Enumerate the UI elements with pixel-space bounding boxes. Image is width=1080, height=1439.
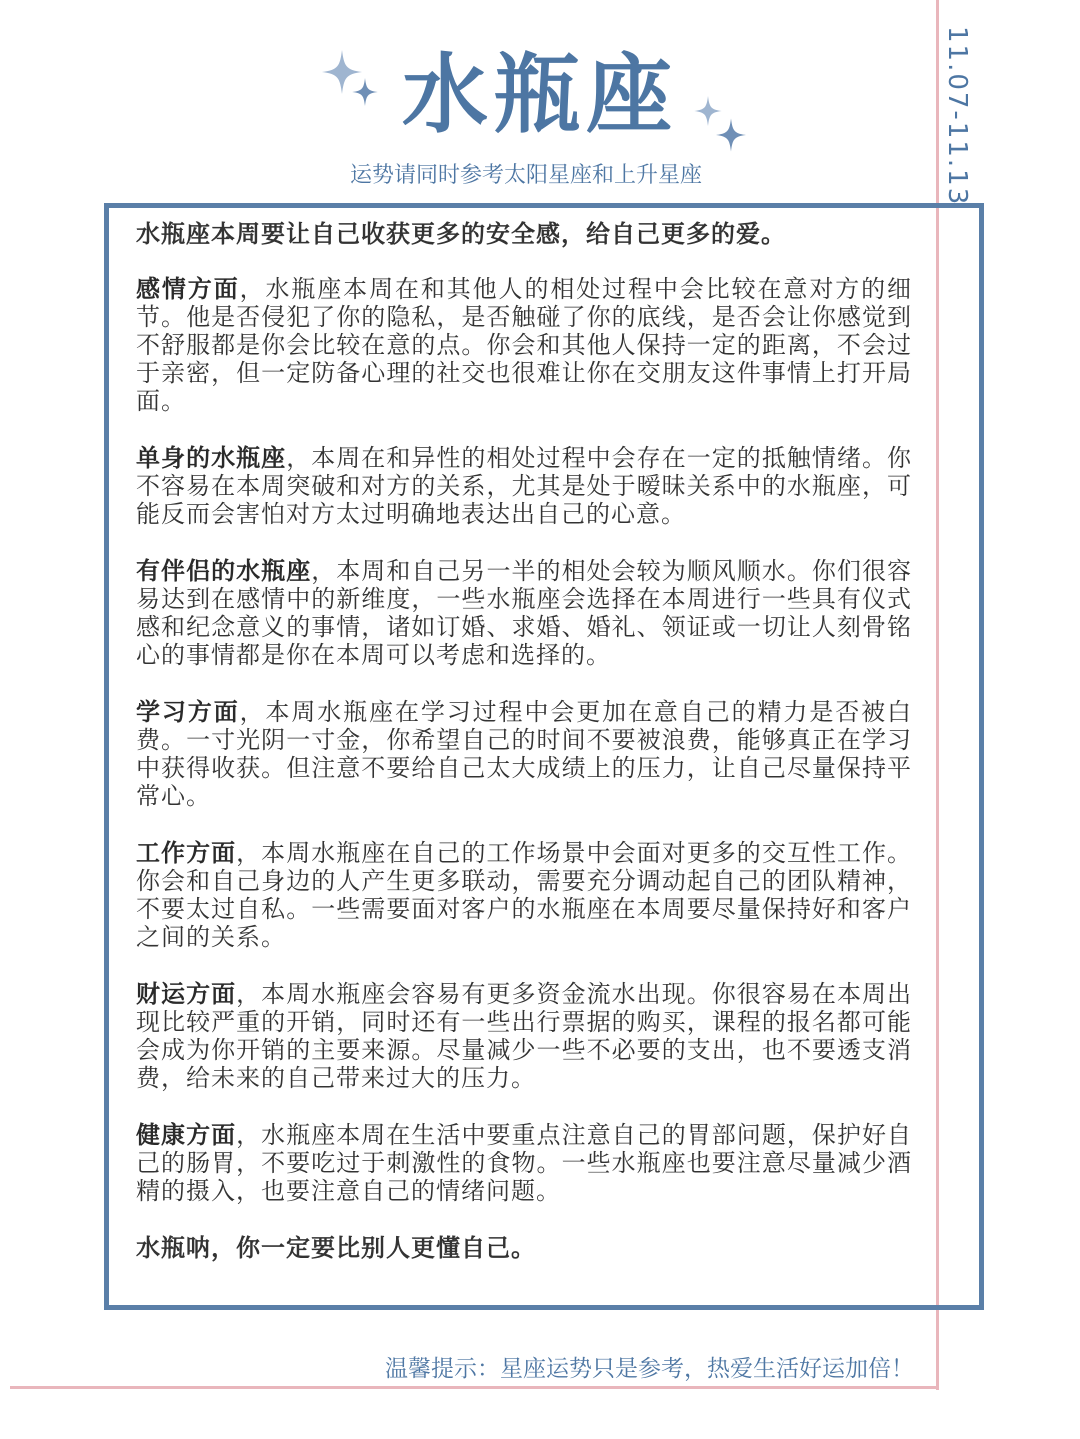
section-label: 工作方面 (136, 839, 237, 867)
footer-tip: 温馨提示：星座运势只是参考，热爱生活好运加倍！ (385, 1356, 914, 1382)
section-label: 学习方面 (136, 698, 240, 726)
section-label: 单身的水瓶座 (136, 444, 287, 472)
section-single (136, 444, 912, 528)
section-health (136, 1121, 912, 1205)
section-text: ，本周水瓶座在自己的工作场景中会面对更多的交互性工作。你会和自己身边的人产生更多联动，需要充分调动起自己的团队精神，不要太过自私。一些需要面对客户的水瓶座在本周要尽量保持好和客户之间的关系。 (136, 839, 913, 951)
section-work (136, 839, 912, 951)
section-wealth (136, 980, 912, 1092)
section-text: ，本周在和异性的相处过程中会存在一定的抵触情绪。你不容易在本周突破和对方的关系，尤其是处于暧昧关系中的水瓶座，可能反而会害怕对方太过明确地表达出自己的心意。 (136, 444, 913, 528)
section-text: ，本周和自己另一半的相处会较为顺风顺水。你们很容易达到在感情中的新维度，一些水瓶座会选择在本周进行一些具有仪式感和纪念意义的事情，诸如订婚、求婚、婚礼、领证或一切让人刻骨铭心的事情都是你在本周可以考虑和选择的。 (136, 557, 912, 669)
section-label: 财运方面 (136, 980, 237, 1008)
page-title: 水瓶座 (402, 45, 678, 145)
section-label: 有伴侣的水瓶座 (136, 557, 312, 585)
section-label: 感情方面 (136, 275, 240, 303)
headline: 水瓶座本周要让自己收获更多的安全感，给自己更多的爱。 (136, 220, 786, 248)
section-text: ，水瓶座本周在和其他人的相处过程中会比较在意对方的细节。他是否侵犯了你的隐私，是否触碰了你的底线，是否会让你感觉到不舒服都是你会比较在意的点。你会和其他人保持一定的距离，不会过于亲密，但一定防备心理的社交也很难让你在交朋友这件事情上打开局面。 (136, 275, 913, 415)
section-label: 健康方面 (136, 1121, 237, 1149)
closing-line: 水瓶呐，你一定要比别人更懂自己。 (136, 1234, 536, 1262)
section-partnered (136, 557, 912, 669)
section-text: ，本周水瓶座在学习过程中会更加在意自己的精力是否被白费。一寸光阴一寸金，你希望自己的时间不要被浪费，能够真正在学习中获得收获。但注意不要给自己太大成绩上的压力，让自己尽量保持平常心。 (136, 698, 913, 810)
section-study (136, 698, 912, 810)
section-love (136, 275, 912, 415)
section-text: ，水瓶座本周在生活中要重点注意自己的胃部问题，保护好自己的肠胃，不要吃过于刺激性的食物。一些水瓶座也要注意尽量减少酒精的摄入，也要注意自己的情绪问题。 (136, 1121, 913, 1205)
section-text: ，本周水瓶座会容易有更多资金流水出现。你很容易在本周出现比较严重的开销，同时还有一些出行票据的购买，课程的报名都可能会成为你开销的主要来源。尽量减少一些不必要的支出，也不要透支消费，给未来的自己带来过大的压力。 (136, 980, 913, 1092)
horoscope-content (136, 220, 912, 1262)
date-range: 11.07-11.13 (942, 26, 972, 207)
page-subtitle: 运势请同时参考太阳星座和上升星座 (349, 163, 702, 188)
pink-horizontal-line (10, 1386, 939, 1389)
